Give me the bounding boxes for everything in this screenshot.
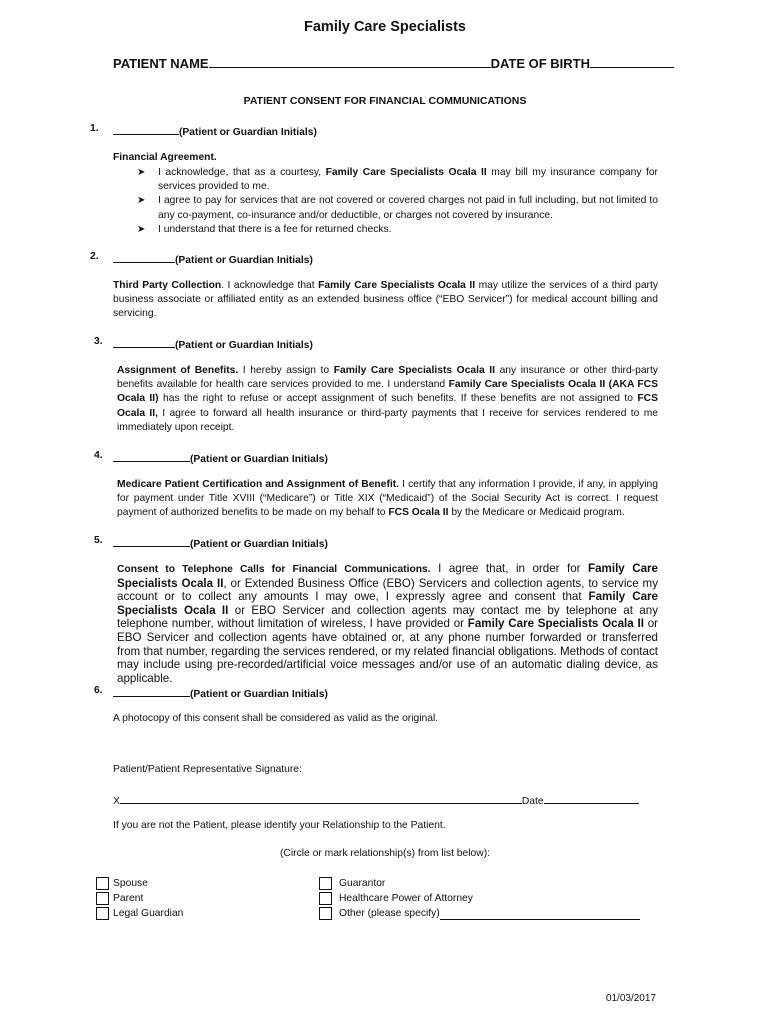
section-5-text: Consent to Telephone Calls for Financial Communications. I agree that, in order for Family Care Specialists Ocala II, or Extended Business Office (EBO) Servicers and collection agents, to service my account or to collect any amounts I may owe, I expressly agree and consent that Family Care Specialists Ocala II or EBO Servicer and collection agents may contact me by telephone at any telephone number, without limitation of wireless, I have provided or Family Care Specialists Ocala II or EBO Servicer and collection agents have obtained or, at any phone number forwarded or transferred from that number, regarding the services rendered, or my related financial obligations. Methods of contact may include using pre-recorded/artificial voice messages and/or use of an automatic dialing device, as applicable. [117,562,658,685]
photocopy-statement: A photocopy of this consent shall be considered as valid as the original. [113,713,439,724]
relationship-instruction: (Circle or mark relationship(s) from list below): [280,848,490,859]
section-3-number: 3. [94,336,103,347]
section-2-initials-field[interactable] [113,251,175,263]
relationship-list-right [319,876,640,921]
section-3-initials-label: (Patient or Guardian Initials) [175,340,313,351]
revision-date: 01/03/2017 [605,993,656,1004]
section-2-initials-label: (Patient or Guardian Initials) [175,255,313,266]
section-5-initials-label: (Patient or Guardian Initials) [190,539,328,550]
section-4-initials-label: (Patient or Guardian Initials) [190,454,328,465]
section-4-number: 4. [94,450,103,461]
relationship-option-parent[interactable]: Parent [96,891,183,906]
practice-title: Family Care Specialists [304,19,466,35]
list-item: ➤ I agree to pay for services that are not covered or covered charges not paid in full including, but not limited to any co-payment, co-insurance and/or deductible, or charges not covered by insurance. [137,195,658,221]
section-5-initials-field[interactable] [113,535,190,547]
section-1-heading: Financial Agreement. [113,152,217,163]
guarantor-checkbox[interactable] [319,877,332,890]
other-checkbox[interactable] [319,907,332,920]
section-3-initials [113,336,313,351]
section-4-initials-field[interactable] [113,450,190,462]
section-6-number: 6. [94,685,103,696]
section-1-initials-label: (Patient or Guardian Initials) [179,127,317,138]
date-label: Date [521,796,544,807]
signature-row [113,792,639,807]
section-4-initials [113,450,328,465]
signature-label: Patient/Patient Representative Signature: [113,764,302,775]
section-4-text: Medicare Patient Certification and Assignment of Benefit. I certify that any information I provide, if any, in applying for payment under Title XVIII (“Medicare”) or Title XIX (“Medicaid”) of the Social Security Act is correct. I request payment of authorized benefits to be made on my behalf to FCS Ocala II by the Medicare or Medicaid program. [117,479,658,519]
arrow-bullet-icon: ➤ [137,223,146,235]
section-1-initials [113,123,317,138]
dob-label: DATE OF BIRTH [490,56,590,71]
arrow-bullet-icon: ➤ [137,167,146,178]
relationship-prompt: If you are not the Patient, please identify your Relationship to the Patient. [113,820,446,831]
relationship-option-healthcare-poa[interactable]: Healthcare Power of Attorney [319,891,640,906]
dob-field[interactable] [590,56,674,68]
section-2-initials [113,251,313,266]
legal-guardian-checkbox[interactable] [96,907,109,920]
signature-field[interactable] [120,792,522,804]
signature-date-field[interactable] [544,792,639,804]
patient-name-label: PATIENT NAME [113,56,209,71]
relationship-list-left [96,876,183,921]
section-2-text: Third Party Collection. I acknowledge that Family Care Specialists Ocala II may utilize the services of a third party business associate or affiliated entity as an extended business office (“EBO Servicer”) for medical account billing and servicing. [113,280,658,320]
patient-name-field[interactable] [209,56,491,68]
patient-name-row [113,56,674,71]
relationship-option-other[interactable]: Other (please specify) [319,906,640,921]
financial-agreement-list [137,166,658,237]
spouse-checkbox[interactable] [96,877,109,890]
relationship-option-spouse[interactable]: Spouse [96,876,183,891]
list-item: ➤ I understand that there is a fee for returned checks. [137,223,658,237]
section-1-initials-field[interactable] [113,123,179,135]
section-6-initials-label: (Patient or Guardian Initials) [190,689,328,700]
form-title: PATIENT CONSENT FOR FINANCIAL COMMUNICATIONS [243,95,527,107]
parent-checkbox[interactable] [96,892,109,905]
section-3-text: Assignment of Benefits. I hereby assign to Family Care Specialists Ocala II any insurance or other third-party benefits available for health care services provided to me. I understand Family Care Specialists Ocala II (AKA FCS Ocala II) has the right to refuse or accept assignment of such benefits. If these benefits are not assigned to FCS Ocala II, I agree to forward all health insurance or third-party payments that I receive for services rendered to me immediately upon receipt. [117,365,658,433]
arrow-bullet-icon: ➤ [137,195,146,207]
section-2-number: 2. [90,251,99,262]
section-3-initials-field[interactable] [113,336,175,348]
section-5-initials [113,535,328,550]
signature-x-mark: X [113,796,120,807]
section-6-initials [113,685,328,700]
healthcare-poa-checkbox[interactable] [319,892,332,905]
relationship-option-guarantor[interactable]: Guarantor [319,876,640,891]
section-5-number: 5. [94,535,103,546]
section-6-initials-field[interactable] [113,685,190,697]
other-specify-field[interactable] [440,908,640,920]
section-1-number: 1. [90,123,99,134]
relationship-option-legal-guardian[interactable]: Legal Guardian [96,906,183,921]
list-item: ➤ I acknowledge, that as a courtesy, Family Care Specialists Ocala II may bill my insurance company for services provided to me. [137,167,658,193]
